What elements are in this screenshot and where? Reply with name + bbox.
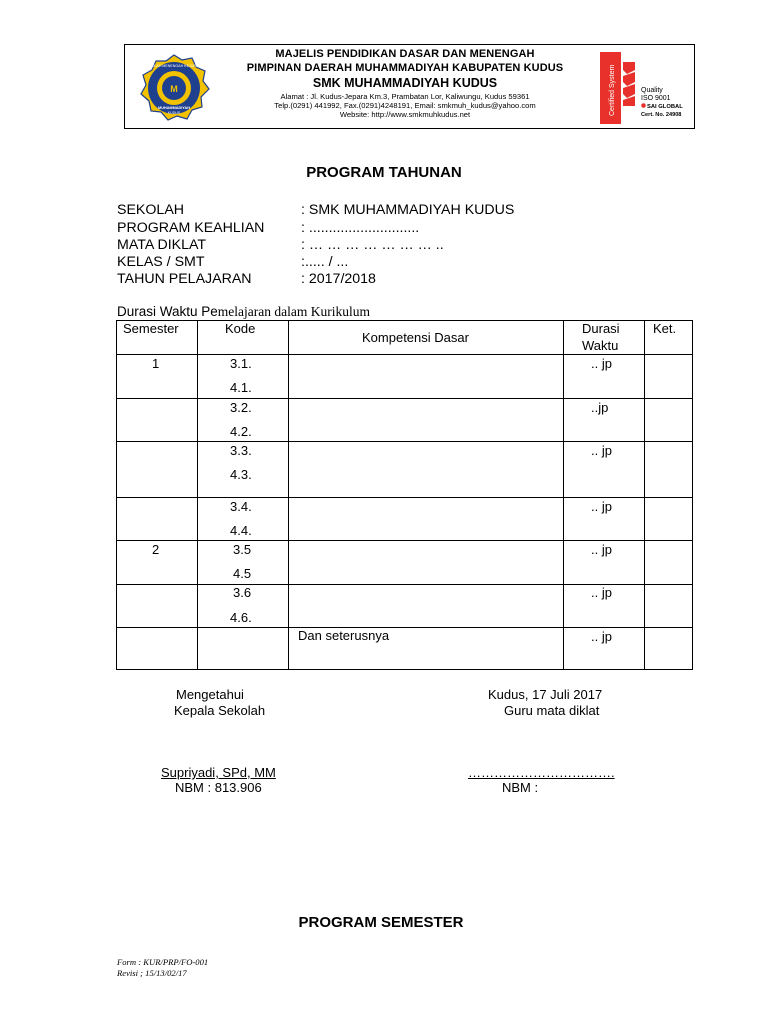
header-ket: Ket.	[653, 321, 677, 336]
headmaster-nbm: NBM : 813.906	[175, 780, 262, 795]
row6-durasi: .. jp	[591, 585, 612, 600]
info-value-kelas: :..... / ...	[301, 254, 349, 270]
row4-durasi: .. jp	[591, 499, 612, 514]
row7-kd: Dan seterusnya	[298, 628, 390, 643]
row1-semester: 1	[152, 356, 160, 371]
cert-iso: ISO 9001	[641, 95, 671, 102]
row5-kode-4: 4.5	[233, 566, 252, 581]
info-value-mata-diklat: : … … … … … … … ..	[301, 237, 444, 253]
logo-text-top: SEKOLAH MENENGAH KEJURUAN	[144, 64, 204, 68]
info-label-mata-diklat: MATA DIKLAT	[117, 237, 207, 253]
sign-right-line1: Kudus, 17 Juli 2017	[488, 687, 603, 702]
info-label-sekolah: SEKOLAH	[117, 202, 185, 218]
header-kompetensi-dasar: Kompetensi Dasar	[362, 330, 469, 345]
info-value-tahun: : 2017/2018	[301, 271, 376, 287]
svg-text:M: M	[170, 84, 178, 94]
school-name: SMK MUHAMMADIYAH KUDUS	[312, 76, 498, 90]
row1-kode-3: 3.1.	[230, 356, 252, 371]
header-line-1: MAJELIS PENDIDIKAN DASAR DAN MENENGAH	[275, 48, 535, 60]
header-semester: Semester	[123, 321, 179, 336]
header-kode: Kode	[225, 321, 256, 336]
duration-caption-a: Durasi Waktu Pe	[117, 304, 218, 319]
row7-durasi: .. jp	[591, 629, 612, 644]
row1-kode-4: 4.1.	[230, 380, 252, 395]
school-website: Website: http://www.smkmuhkudus.net	[339, 110, 471, 119]
footer-revision: Revisi ; 15/13/02/17	[117, 968, 187, 978]
row5-kode-3: 3.5	[233, 542, 252, 557]
cert-quality: Quality	[641, 87, 663, 94]
school-address: Alamat : Jl. Kudus-Jepara Km.3, Prambatan Lor, Kaliwungu, Kudus 59361	[280, 92, 530, 101]
info-label-tahun: TAHUN PELAJARAN	[117, 271, 252, 287]
info-value-sekolah: : SMK MUHAMMADIYAH KUDUS	[301, 202, 515, 218]
row3-kode-4: 4.3.	[230, 467, 252, 482]
cert-vertical-text: Certified System	[609, 64, 616, 116]
row4-kode-3: 3.4.	[230, 499, 252, 514]
cert-number: Cert. No. 24908	[641, 112, 682, 118]
header-durasi-line2: Waktu	[582, 338, 619, 353]
footer-form-code: Form : KUR/PRP/FO-001	[117, 957, 209, 967]
row6-kode-3: 3.6	[233, 585, 252, 600]
cert-brand: SAI GLOBAL	[647, 104, 683, 110]
row6-kode-4: 4.6.	[230, 610, 252, 625]
sign-left-line2: Kepala Sekolah	[174, 703, 266, 718]
section-title-program-semester: PROGRAM SEMESTER	[298, 914, 464, 931]
headmaster-name: Supriyadi, SPd, MM	[161, 765, 276, 780]
sign-right-line2: Guru mata diklat	[504, 703, 600, 718]
row5-semester: 2	[152, 542, 160, 557]
info-label-kelas: KELAS / SMT	[117, 254, 205, 270]
row2-durasi: ..jp	[591, 400, 609, 415]
teacher-name: …………………………….	[468, 765, 615, 780]
logo-text-mid: MUHAMMADIYAH	[158, 106, 190, 110]
duration-caption-b: melajaran dalam Kurikulum	[217, 304, 370, 319]
sign-left-line1: Mengetahui	[176, 687, 244, 702]
page-title: PROGRAM TAHUNAN	[306, 164, 462, 181]
row2-kode-3: 3.2.	[230, 400, 252, 415]
header-durasi-line1: Durasi	[582, 321, 620, 336]
row4-kode-4: 4.4.	[230, 523, 252, 538]
header-line-2: PIMPINAN DAERAH MUHAMMADIYAH KABUPATEN KUDUS	[246, 62, 564, 74]
row1-durasi: .. jp	[591, 356, 612, 371]
row5-durasi: .. jp	[591, 542, 612, 557]
teacher-nbm: NBM :	[502, 780, 539, 795]
info-value-program: : ............................	[301, 220, 420, 236]
logo-text-bottom: KUDUS	[167, 111, 181, 115]
info-label-program: PROGRAM KEAHLIAN	[117, 220, 265, 236]
row2-kode-4: 4.2.	[230, 424, 252, 439]
row3-kode-3: 3.3.	[230, 443, 252, 458]
row3-durasi: .. jp	[591, 443, 612, 458]
school-contact: Telp.(0291) 441992, Fax.(0291)4248191, Email: smkmuh_kudus@yahoo.com	[274, 101, 536, 110]
